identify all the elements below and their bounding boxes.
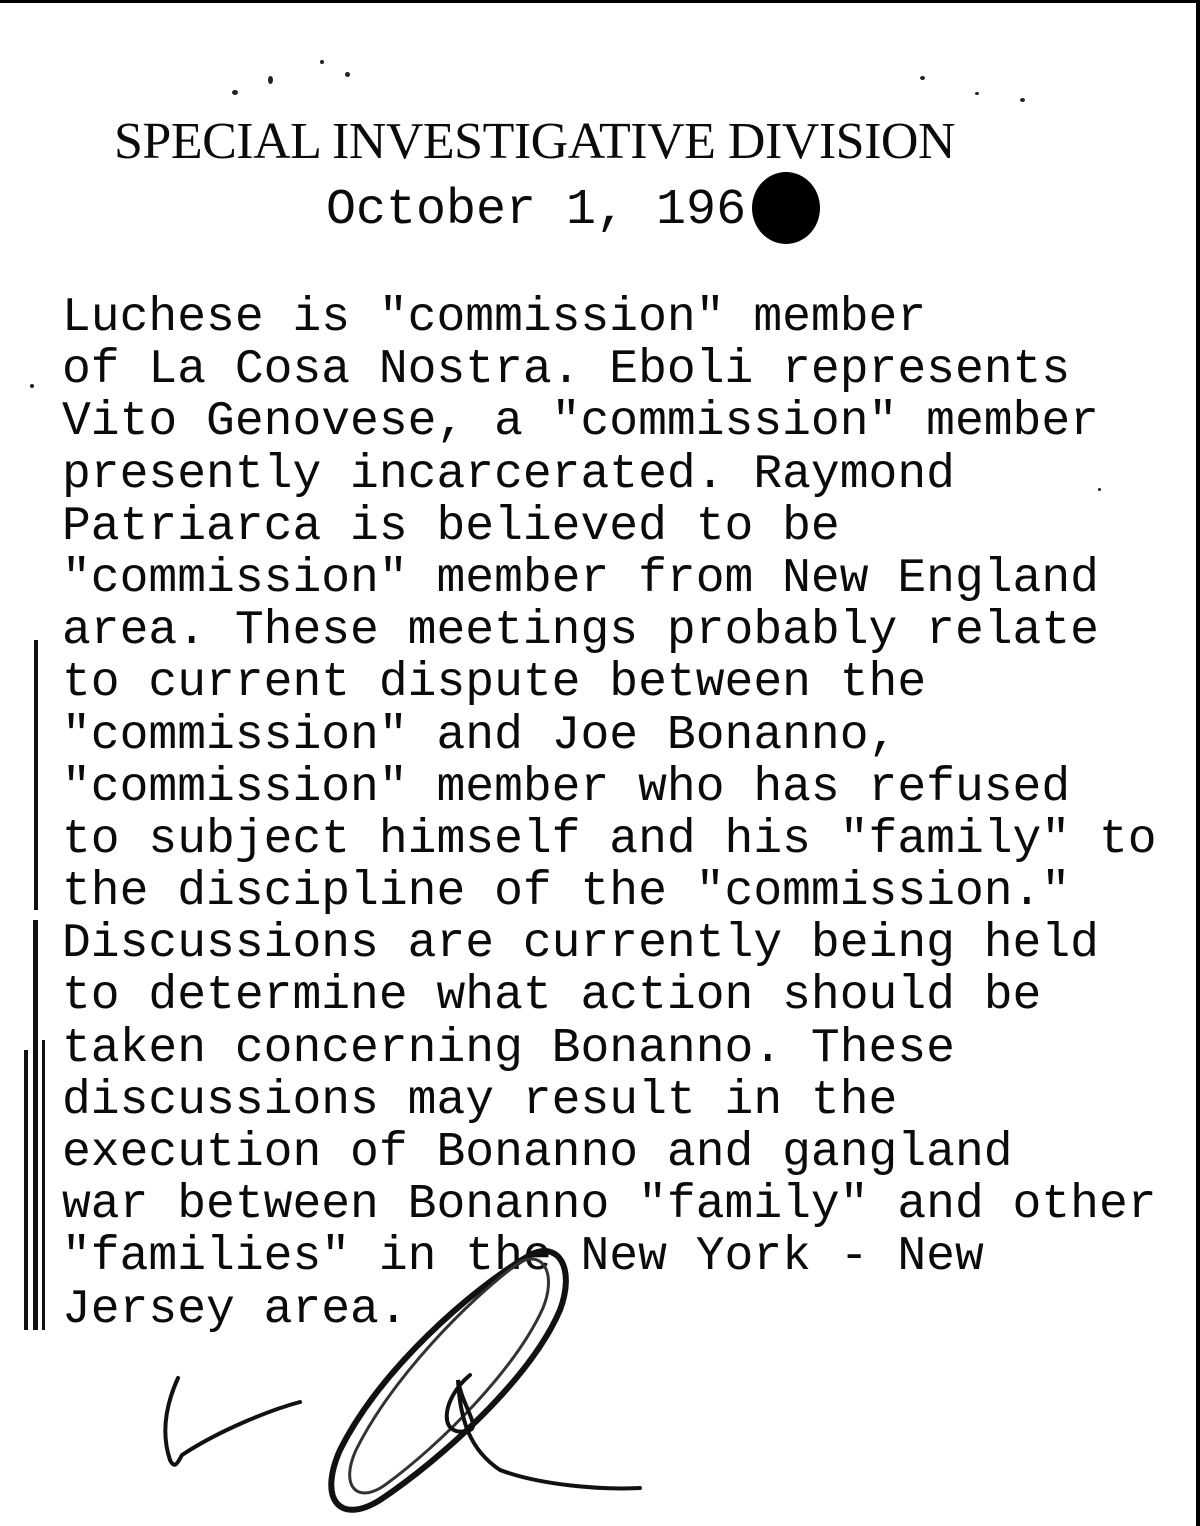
scan-speck xyxy=(1098,488,1101,491)
margin-marker-line xyxy=(33,920,38,1330)
body-line: "commission" member from New England xyxy=(62,551,1099,606)
body-line: to current dispute between the xyxy=(62,656,927,711)
body-line: "commission" member who has refused xyxy=(62,760,1071,815)
division-heading: SPECIAL INVESTIGATIVE DIVISION xyxy=(114,113,955,170)
body-line: area. These meetings probably relate xyxy=(62,604,1099,659)
body-line: Vito Genovese, a "commission" member xyxy=(62,395,1099,450)
body-line: to subject himself and his "family" to xyxy=(62,812,1157,867)
scan-speck xyxy=(975,92,979,95)
document-date: October 1, 196 xyxy=(326,182,747,239)
body-line: war between Bonanno "family" and other xyxy=(62,1178,1157,1233)
body-line: Jersey area. xyxy=(62,1282,408,1337)
memo-body xyxy=(62,292,1157,1336)
body-line: presently incarcerated. Raymond xyxy=(62,447,955,502)
page-right-border xyxy=(1196,0,1200,1526)
body-line: Patriarca is believed to be xyxy=(62,499,840,554)
page-top-border xyxy=(0,0,1200,3)
body-line: Luchese is "commission" member xyxy=(62,291,927,345)
punch-hole-mark xyxy=(752,172,820,244)
body-line: "commission" and Joe Bonanno, xyxy=(62,708,898,763)
body-line: of La Cosa Nostra. Eboli represents xyxy=(62,343,1071,398)
scan-speck xyxy=(30,384,34,388)
scan-speck xyxy=(268,76,273,84)
scan-speck xyxy=(920,76,925,80)
margin-marker-line xyxy=(24,1050,28,1330)
body-line: execution of Bonanno and gangland xyxy=(62,1126,1013,1180)
scan-speck xyxy=(320,60,324,64)
body-line: the discipline of the "commission." xyxy=(62,865,1071,920)
scan-speck xyxy=(232,90,238,95)
body-line: "families" in the New York - New xyxy=(62,1230,984,1285)
margin-marker-line xyxy=(42,1040,45,1330)
margin-marker-line xyxy=(34,640,38,910)
scan-speck xyxy=(1020,98,1025,102)
body-line: to determine what action should be xyxy=(62,969,1042,1024)
body-line: discussions may result in the xyxy=(62,1073,898,1128)
scan-speck xyxy=(345,72,350,77)
body-line: Discussions are currently being held xyxy=(62,917,1099,972)
body-line: taken concerning Bonanno. These xyxy=(62,1021,955,1076)
